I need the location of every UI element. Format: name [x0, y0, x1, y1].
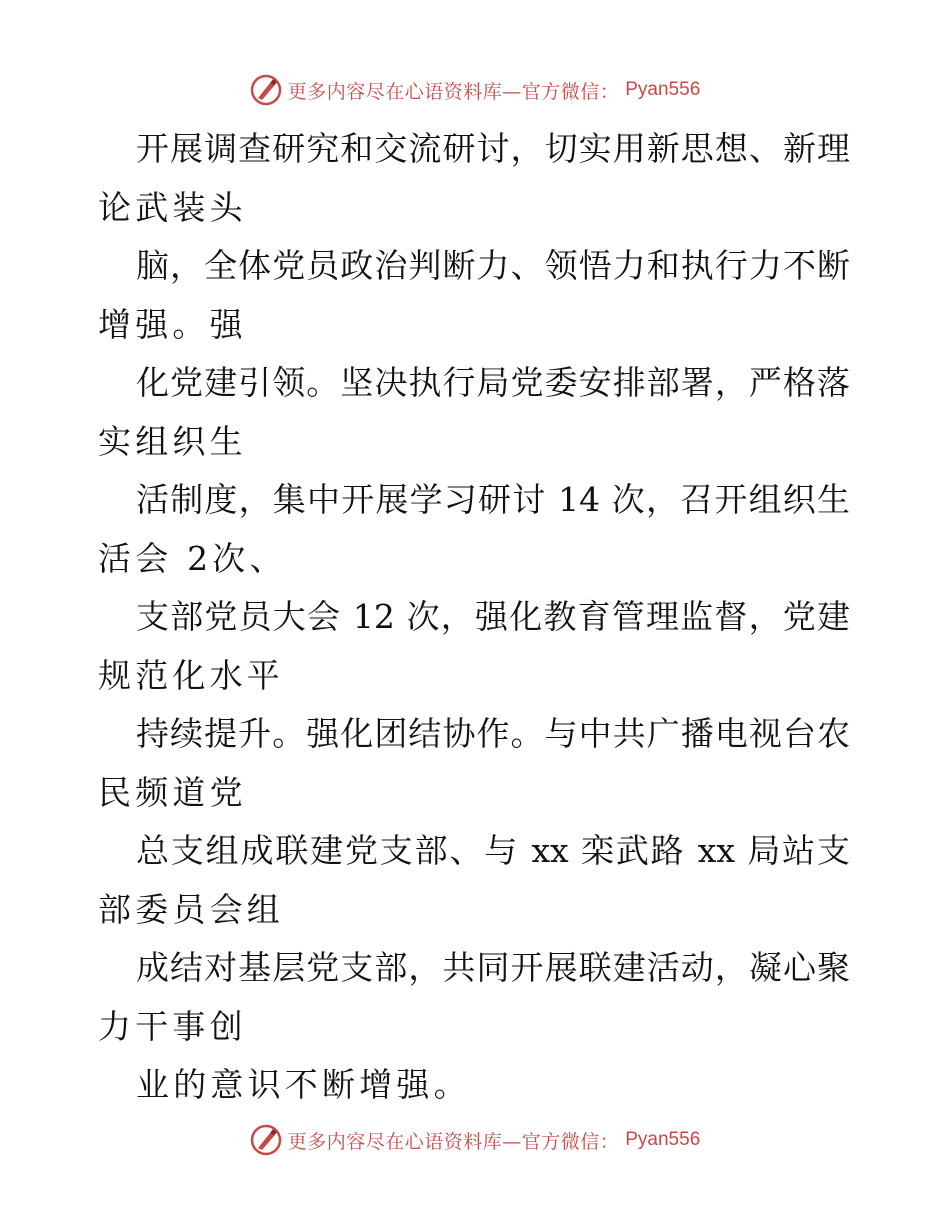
body-line: 部委员会组: [98, 889, 284, 929]
pen-logo-icon: [250, 1124, 282, 1156]
body-line: 民频道党: [98, 772, 247, 812]
document-body: [98, 120, 850, 1115]
body-line: 实组织生: [98, 421, 247, 461]
body-line: 业的意识不断增强。: [136, 1065, 471, 1104]
body-line: 论武装头: [98, 187, 247, 227]
body-line: 活制度，集中开展学习研讨 14 次，召开组织生: [136, 480, 850, 519]
body-line: 增强。强: [98, 304, 247, 344]
footer-banner-text: 更多内容尽在心语资料库—官方微信：: [287, 1130, 620, 1153]
footer-banner: [0, 1122, 950, 1158]
footer-banner-account: Pyan556: [625, 1129, 701, 1150]
body-line: 规范化水平: [98, 655, 284, 695]
body-line: 开展调查研究和交流研讨，切实用新思想、新理: [136, 129, 850, 168]
body-line: 活会 2次、: [98, 538, 287, 578]
body-line: 持续提升。强化团结协作。与中共广播电视台农: [136, 714, 850, 753]
header-banner-text: 更多内容尽在心语资料库—官方微信：: [287, 80, 620, 103]
body-line: 总支组成联建党支部、与 xx 栾武路 xx 局站支: [136, 831, 850, 870]
header-banner: [0, 72, 950, 108]
pen-logo-icon: [250, 74, 282, 106]
header-banner-account: Pyan556: [625, 79, 701, 100]
body-line: 支部党员大会 12 次，强化教育管理监督，党建: [136, 597, 850, 636]
body-line: 成结对基层党支部，共同开展联建活动，凝心聚: [136, 948, 850, 987]
body-line: 脑，全体党员政治判断力、领悟力和执行力不断: [136, 246, 850, 285]
body-line: 化党建引领。坚决执行局党委安排部署，严格落: [136, 363, 850, 402]
body-line: 力干事创: [98, 1006, 247, 1046]
